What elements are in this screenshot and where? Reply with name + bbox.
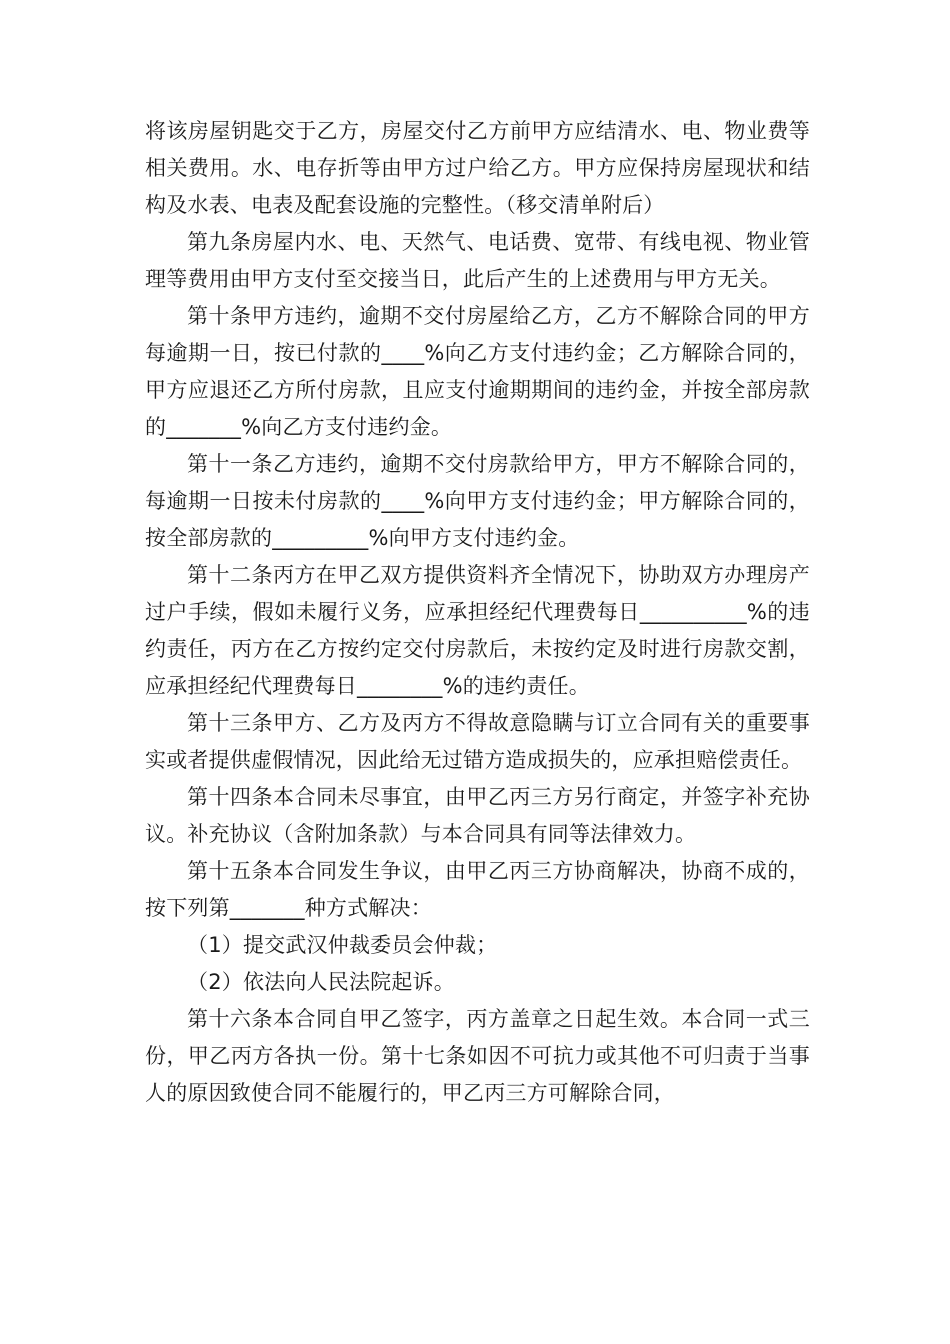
paragraph-article-10: 第十条甲方违约，逾期不交付房屋给乙方，乙方不解除合同的甲方每逾期一日，按已付款的____%向乙方支付违约金；乙方解除合同的，甲方应退还乙方所付房款，且应支付逾期期间的违约金，并按全部房款的_______%向乙方支付违约金。 bbox=[145, 304, 810, 439]
paragraph-option-2: （2）依法向人民法院起诉。 bbox=[187, 970, 455, 994]
paragraph-option-1: （1）提交武汉仲裁委员会仲裁； bbox=[187, 933, 498, 957]
paragraph-article-16: 第十六条本合同自甲乙签字，丙方盖章之日起生效。本合同一式三份，甲乙丙方各执一份。第十七条如因不可抗力或其他不可归责于当事人的原因致使合同不能履行的，甲乙丙三方可解除合同， bbox=[145, 1007, 810, 1105]
paragraph-article-14: 第十四条本合同未尽事宜，由甲乙丙三方另行商定，并签字补充协议。补充协议（含附加条款）与本合同具有同等法律效力。 bbox=[145, 785, 810, 846]
paragraph-article-11: 第十一条乙方违约，逾期不交付房款给甲方，甲方不解除合同的，每逾期一日按未付房款的____%向甲方支付违约金；甲方解除合同的，按全部房款的_________%向甲方支付违约金。 bbox=[145, 452, 810, 550]
document-page bbox=[145, 113, 810, 1112]
paragraph-article-13: 第十三条甲方、乙方及丙方不得故意隐瞒与订立合同有关的重要事实或者提供虚假情况，因此给无过错方造成损失的，应承担赔偿责任。 bbox=[145, 711, 810, 772]
paragraph-handover-keys: 将该房屋钥匙交于乙方，房屋交付乙方前甲方应结清水、电、物业费等相关费用。水、电存折等由甲方过户给乙方。甲方应保持房屋现状和结构及水表、电表及配套设施的完整性。（移交清单附后） bbox=[145, 119, 810, 217]
paragraph-article-12: 第十二条丙方在甲乙双方提供资料齐全情况下，协助双方办理房产过户手续，假如未履行义务，应承担经纪代理费每日__________%的违约责任，丙方在乙方按约定交付房款后，未按约定及时进行房款交割，应承担经纪代理费每日________%的违约责任。 bbox=[145, 563, 810, 698]
paragraph-article-9: 第九条房屋内水、电、天然气、电话费、宽带、有线电视、物业管理等费用由甲方支付至交接当日，此后产生的上述费用与甲方无关。 bbox=[145, 230, 810, 291]
paragraph-article-15: 第十五条本合同发生争议，由甲乙丙三方协商解决，协商不成的，按下列第_______种方式解决： bbox=[145, 859, 810, 920]
